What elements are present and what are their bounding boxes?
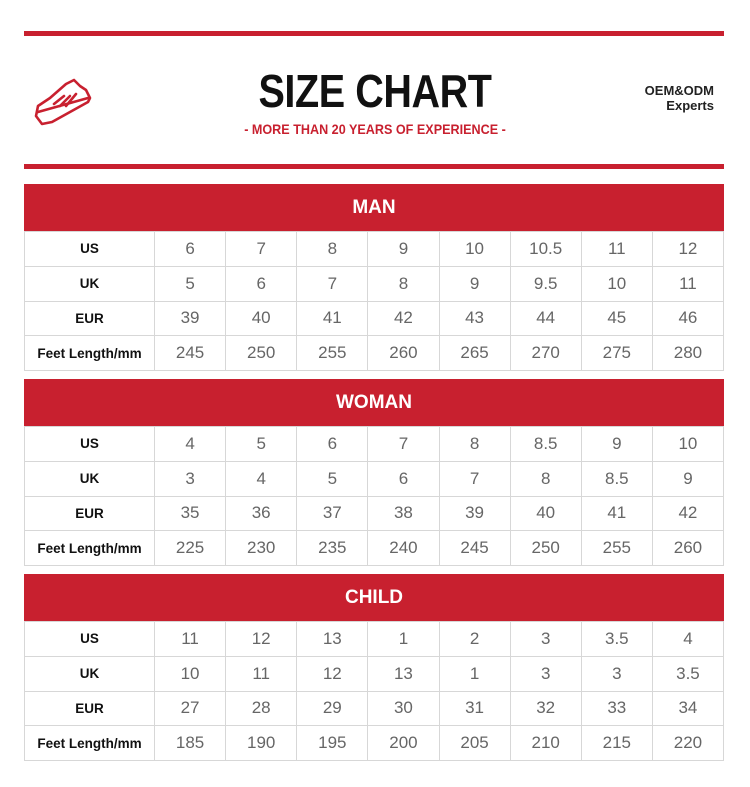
size-cell: 260 — [652, 531, 723, 566]
size-cell: 12 — [226, 622, 297, 657]
table-row — [25, 496, 724, 531]
size-cell: 8 — [439, 427, 510, 462]
row-label: Feet Length/mm — [25, 726, 155, 761]
size-cell: 220 — [652, 726, 723, 761]
size-cell: 7 — [439, 461, 510, 496]
table-row — [25, 691, 724, 726]
size-cell: 12 — [652, 232, 723, 267]
woman-size-section — [24, 379, 724, 566]
size-cell: 40 — [226, 301, 297, 336]
child-size-section — [24, 574, 724, 761]
section-title: MAN — [24, 184, 724, 231]
size-cell: 9 — [439, 266, 510, 301]
size-cell: 42 — [368, 301, 439, 336]
size-cell: 8.5 — [581, 461, 652, 496]
size-cell: 9.5 — [510, 266, 581, 301]
size-cell: 270 — [510, 336, 581, 371]
size-cell: 5 — [155, 266, 226, 301]
size-cell: 245 — [155, 336, 226, 371]
size-cell: 7 — [226, 232, 297, 267]
size-cell: 41 — [581, 496, 652, 531]
size-cell: 230 — [226, 531, 297, 566]
size-cell: 9 — [652, 461, 723, 496]
size-cell: 42 — [652, 496, 723, 531]
table-row — [25, 656, 724, 691]
table-row — [25, 336, 724, 371]
size-cell: 10 — [155, 656, 226, 691]
brand-line-2: Experts — [666, 98, 714, 113]
row-label: Feet Length/mm — [25, 336, 155, 371]
table-row — [25, 266, 724, 301]
table-row — [25, 531, 724, 566]
table-row — [25, 427, 724, 462]
size-cell: 11 — [581, 232, 652, 267]
row-label: US — [25, 232, 155, 267]
size-cell: 205 — [439, 726, 510, 761]
size-cell: 41 — [297, 301, 368, 336]
size-cell: 13 — [297, 622, 368, 657]
size-cell: 46 — [652, 301, 723, 336]
size-cell: 5 — [297, 461, 368, 496]
size-cell: 8.5 — [510, 427, 581, 462]
row-label: US — [25, 427, 155, 462]
size-cell: 1 — [439, 656, 510, 691]
size-cell: 35 — [155, 496, 226, 531]
size-table — [24, 426, 724, 566]
size-cell: 1 — [368, 622, 439, 657]
size-cell: 45 — [581, 301, 652, 336]
size-cell: 9 — [368, 232, 439, 267]
size-cell: 255 — [581, 531, 652, 566]
page-title: SIZE CHART — [258, 65, 492, 117]
table-row — [25, 232, 724, 267]
size-cell: 38 — [368, 496, 439, 531]
size-cell: 2 — [439, 622, 510, 657]
row-label: US — [25, 622, 155, 657]
row-label: EUR — [25, 691, 155, 726]
size-cell: 29 — [297, 691, 368, 726]
size-cell: 7 — [297, 266, 368, 301]
size-cell: 4 — [226, 461, 297, 496]
size-cell: 10 — [439, 232, 510, 267]
size-cell: 3 — [155, 461, 226, 496]
size-cell: 12 — [297, 656, 368, 691]
size-cell: 3.5 — [581, 622, 652, 657]
size-cell: 28 — [226, 691, 297, 726]
size-cell: 31 — [439, 691, 510, 726]
size-cell: 8 — [368, 266, 439, 301]
size-table — [24, 231, 724, 371]
table-row — [25, 622, 724, 657]
size-cell: 245 — [439, 531, 510, 566]
table-row — [25, 461, 724, 496]
row-label: EUR — [25, 301, 155, 336]
size-cell: 280 — [652, 336, 723, 371]
size-cell: 32 — [510, 691, 581, 726]
size-cell: 235 — [297, 531, 368, 566]
size-table — [24, 621, 724, 761]
brand-tagline — [645, 83, 714, 113]
size-cell: 7 — [368, 427, 439, 462]
size-cell: 43 — [439, 301, 510, 336]
size-cell: 11 — [226, 656, 297, 691]
size-cell: 9 — [581, 427, 652, 462]
size-cell: 10.5 — [510, 232, 581, 267]
size-cell: 10 — [652, 427, 723, 462]
size-cell: 275 — [581, 336, 652, 371]
brand-line-1: OEM&ODM — [644, 83, 714, 98]
header-divider — [24, 164, 724, 169]
size-cell: 10 — [581, 266, 652, 301]
size-cell: 260 — [368, 336, 439, 371]
size-cell: 255 — [297, 336, 368, 371]
size-cell: 36 — [226, 496, 297, 531]
size-cell: 40 — [510, 496, 581, 531]
size-cell: 6 — [297, 427, 368, 462]
size-cell: 4 — [652, 622, 723, 657]
size-cell: 8 — [297, 232, 368, 267]
size-cell: 265 — [439, 336, 510, 371]
size-cell: 215 — [581, 726, 652, 761]
row-label: Feet Length/mm — [25, 531, 155, 566]
size-cell: 6 — [226, 266, 297, 301]
row-label: UK — [25, 656, 155, 691]
section-title: WOMAN — [24, 379, 724, 426]
row-label: EUR — [25, 496, 155, 531]
size-cell: 30 — [368, 691, 439, 726]
size-cell: 190 — [226, 726, 297, 761]
size-cell: 8 — [510, 461, 581, 496]
size-cell: 27 — [155, 691, 226, 726]
size-cell: 11 — [155, 622, 226, 657]
size-cell: 3 — [581, 656, 652, 691]
size-cell: 39 — [155, 301, 226, 336]
size-cell: 200 — [368, 726, 439, 761]
size-cell: 6 — [368, 461, 439, 496]
size-cell: 185 — [155, 726, 226, 761]
size-cell: 33 — [581, 691, 652, 726]
section-title: CHILD — [24, 574, 724, 621]
size-cell: 3 — [510, 656, 581, 691]
row-label: UK — [25, 266, 155, 301]
table-row — [25, 726, 724, 761]
size-cell: 250 — [226, 336, 297, 371]
size-cell: 3.5 — [652, 656, 723, 691]
size-cell: 240 — [368, 531, 439, 566]
size-cell: 3 — [510, 622, 581, 657]
size-cell: 37 — [297, 496, 368, 531]
size-cell: 44 — [510, 301, 581, 336]
page-subtitle: - MORE THAN 20 YEARS OF EXPERIENCE - — [244, 121, 506, 137]
size-cell: 13 — [368, 656, 439, 691]
table-row — [25, 301, 724, 336]
size-cell: 39 — [439, 496, 510, 531]
size-cell: 210 — [510, 726, 581, 761]
size-cell: 250 — [510, 531, 581, 566]
row-label: UK — [25, 461, 155, 496]
size-cell: 34 — [652, 691, 723, 726]
size-cell: 11 — [652, 266, 723, 301]
size-cell: 195 — [297, 726, 368, 761]
top-divider — [24, 31, 724, 36]
size-cell: 4 — [155, 427, 226, 462]
size-cell: 5 — [226, 427, 297, 462]
man-size-section — [24, 184, 724, 371]
size-cell: 6 — [155, 232, 226, 267]
size-cell: 225 — [155, 531, 226, 566]
